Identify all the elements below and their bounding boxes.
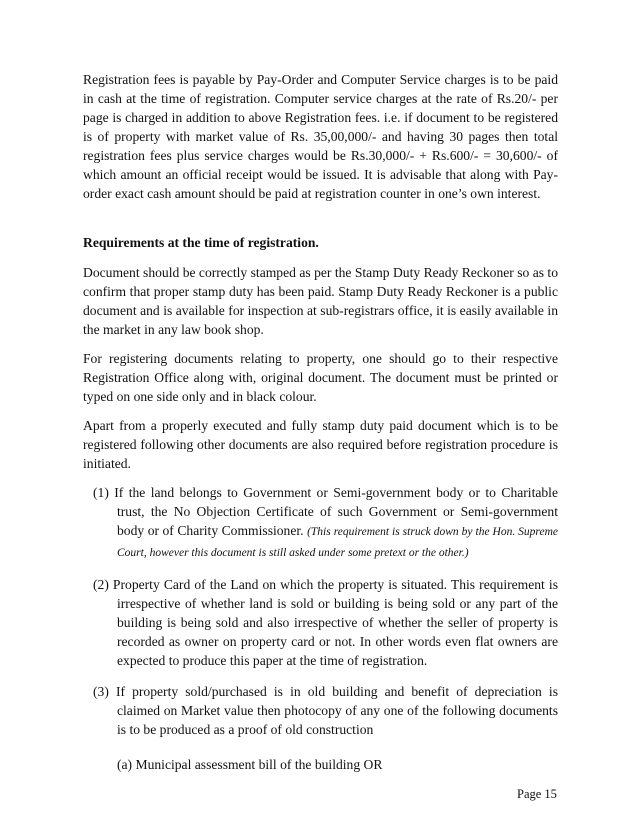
intro-paragraph: Registration fees is payable by Pay-Order and Computer Service charges is to be paid in cash at the time of registration. Computer service charges at the rate of Rs.20/- per page is charged in addition to above Registration fees. i.e. if document to be registered is of property with market value of Rs. 35,00,000/- and having 30 pages then total registration fees plus service charges would be Rs.30,000/- + Rs.600/- = 30,600/- of which amount an official receipt would be issued. It is advisable that along with Pay-order exact cash amount should be paid at registration counter in one’s own interest. (83, 72, 558, 201)
list-item: (2) Property Card of the Land on which the property is situated. This requirement is irrespective of whether land is sold or building is being sold or any part of the building is being sold and also irrespective of whether the seller of property is recorded as owner on property card or not. In other words even flat owners are expected to produce this paper at the time of registration. (93, 577, 558, 668)
list-item-text: (3) If property sold/purchased is in old building and benefit of depreciation is claimed on Market value then photocopy of any one of the following documents is to be produced as a proof of old construction (93, 684, 558, 737)
list-item (93, 682, 558, 774)
requirements-list (83, 483, 558, 774)
list-subitem: (a) Municipal assessment bill of the building OR (117, 757, 383, 772)
stamp-duty-paragraph: Document should be correctly stamped as per the Stamp Duty Ready Reckoner so as to confirm that proper stamp duty has been paid. Stamp Duty Ready Reckoner is a public document and is available for inspection at sub-registrars office, it is easily available in the market in any law book shop. (83, 265, 558, 337)
list-item-text: (1) If the land belongs to Government or Semi-government body or to Charitable trust, the No Objection Certificate of such Government or Semi-government body or of Charity Commissioner. (93, 485, 558, 538)
section-heading: Requirements at the time of registration. (83, 235, 319, 250)
page-body (83, 70, 558, 786)
page-number: Page 15 (517, 787, 557, 801)
other-documents-paragraph: Apart from a properly executed and fully stamp duty paid document which is to be registered following other documents are also required before registration procedure is initiated. (83, 418, 558, 471)
registration-office-paragraph: For registering documents relating to property, one should go to their respective Registration Office along with, original document. The document must be printed or typed on one side only and in black colour. (83, 351, 558, 404)
list-item (93, 483, 558, 563)
list-item-note: (This requirement is struck down by the Hon. Supreme Court, however this document is still asked under some pretext or the other.) (117, 526, 558, 559)
